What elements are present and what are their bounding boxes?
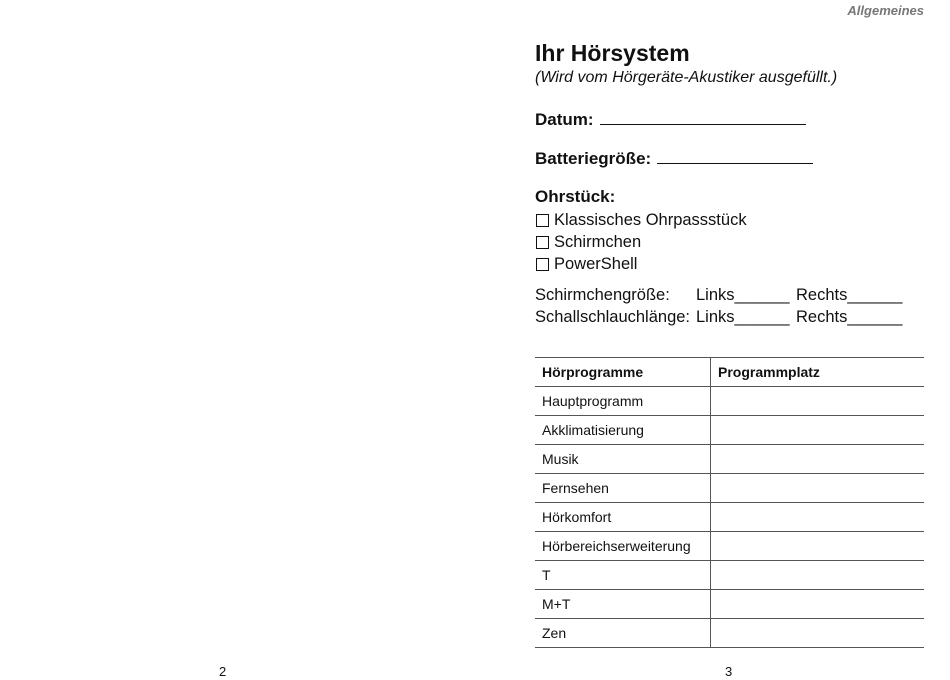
measurement-row (535, 286, 902, 305)
program-name: Zen (535, 619, 711, 648)
program-name: Musik (535, 445, 711, 474)
program-name: M+T (535, 590, 711, 619)
program-slot-cell[interactable] (711, 445, 925, 474)
program-name: Akklimatisierung (535, 416, 711, 445)
ohrstueck-options (535, 209, 747, 275)
program-slot-cell[interactable] (711, 590, 925, 619)
batterie-fill-line[interactable] (657, 147, 813, 164)
header-programmplatz: Programmplatz (711, 358, 925, 387)
page-number-left: 2 (219, 664, 227, 679)
datum-field (535, 108, 806, 130)
rechts-field: Rechts______ (796, 308, 903, 326)
header-hoerprogramme: Hörprogramme (535, 358, 711, 387)
program-slot-cell[interactable] (711, 416, 925, 445)
checkbox-icon[interactable] (536, 214, 549, 227)
program-slot-cell[interactable] (711, 532, 925, 561)
measurement-label: Schirmchengröße: (535, 286, 670, 304)
option-item (535, 231, 747, 253)
table-row (535, 445, 924, 474)
program-slot-cell[interactable] (711, 387, 925, 416)
program-slot-cell[interactable] (711, 474, 925, 503)
table-row (535, 532, 924, 561)
table-row (535, 561, 924, 590)
checkbox-icon[interactable] (536, 236, 549, 249)
table-row (535, 387, 924, 416)
option-label: PowerShell (554, 255, 638, 273)
table-row (535, 474, 924, 503)
right-page (475, 0, 950, 680)
program-name: Fernsehen (535, 474, 711, 503)
datum-fill-line[interactable] (600, 108, 806, 125)
program-name: Hörbereichserweiterung (535, 532, 711, 561)
page-subtitle: (Wird vom Hörgeräte-Akustiker ausgefüllt.) (535, 69, 838, 86)
measurement-row (535, 308, 902, 327)
batterie-field (535, 147, 813, 169)
option-item (535, 253, 747, 275)
ohrstueck-label: Ohrstück: (535, 187, 616, 206)
page-title: Ihr Hörsystem (535, 40, 690, 66)
program-name: T (535, 561, 711, 590)
measurement-label: Schallschlauchlänge: (535, 308, 691, 326)
program-table (535, 357, 924, 648)
program-slot-cell[interactable] (711, 619, 925, 648)
section-header: Allgemeines (847, 3, 924, 18)
option-label: Schirmchen (554, 233, 642, 251)
program-name: Hörkomfort (535, 503, 711, 532)
links-field: Links______ (696, 308, 790, 326)
option-item (535, 209, 747, 231)
checkbox-icon[interactable] (536, 258, 549, 271)
rechts-field: Rechts______ (796, 286, 903, 304)
page-number-right: 3 (725, 664, 733, 679)
links-field: Links______ (696, 286, 790, 304)
table-row (535, 503, 924, 532)
table-row (535, 416, 924, 445)
option-label: Klassisches Ohrpassstück (554, 211, 747, 229)
batterie-label: Batteriegröße: (535, 149, 652, 168)
table-row (535, 619, 924, 648)
program-name: Hauptprogramm (535, 387, 711, 416)
table-row (535, 590, 924, 619)
datum-label: Datum: (535, 110, 594, 129)
program-slot-cell[interactable] (711, 561, 925, 590)
table-header-row (535, 358, 924, 387)
program-slot-cell[interactable] (711, 503, 925, 532)
